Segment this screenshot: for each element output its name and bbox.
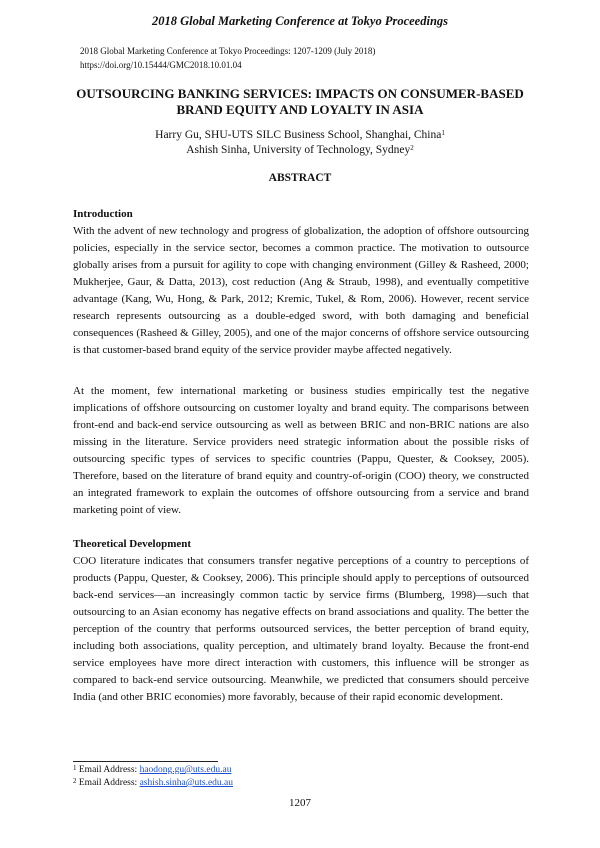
- author-list: [0, 128, 600, 158]
- footnote-label: Email Address:: [78, 765, 140, 775]
- publication-info: [80, 44, 375, 72]
- footnote-mark: 1: [441, 129, 445, 137]
- author-name: Ashish Sinha, University of Technology, Sydney: [186, 144, 411, 156]
- paragraph: At the moment, few international marketing or business studies empirically test the negative implications of offshore outsourcing on customer loyalty and brand equity. The comparisons between front-end and back-end service outsourcing as well as between BRIC and non-BRIC nations are also missing in the literature. Service providers need strategic information about the possible risks of outsourcing specific types of services to specific countries (Pappu, Quester, & Cooksey, 2005). Therefore, based on the literature of brand equity and country-of-origin (COO) theory, we constructed an integrated framework to explain the outcomes of offshore outsourcing from a service and brand marketing point of view.: [73, 385, 529, 516]
- footnote-mark: 2: [73, 777, 77, 785]
- page-number: 1207: [289, 797, 311, 809]
- footnote-label: Email Address:: [78, 778, 140, 788]
- author-name: Harry Gu, SHU-UTS SILC Business School, Shanghai, China: [155, 129, 442, 141]
- author-line: [0, 143, 600, 158]
- introduction-paragraph-2: [73, 383, 529, 519]
- section-heading: Introduction: [73, 208, 133, 220]
- citation-line: 2018 Global Marketing Conference at Tokyo Proceedings: 1207-1209 (July 2018): [80, 46, 376, 56]
- footnote-divider: [73, 761, 218, 762]
- doi-line: https://doi.org/10.15444/GMC2018.10.01.04: [80, 60, 242, 70]
- footnote-mark: 1: [73, 764, 77, 772]
- author-line: [0, 128, 600, 143]
- paper-title: OUTSOURCING BANKING SERVICES: IMPACTS ON CONSUMER-BASED BRAND EQUITY AND LOYALTY IN ASIA: [76, 86, 524, 117]
- email-link[interactable]: ashish.sinha@uts.edu.au: [139, 778, 234, 788]
- paragraph: COO literature indicates that consumers transfer negative perceptions of a country to perceptions of products (Pappu, Quester, & Cooksey, 2006). This principle should apply to perceptions of outsourced back-end services—an increasingly common tactic by service firms (Blumberg, 1998)—such that outsourcing to an Asian economy has negative effects on brand associations and quality. The better the perception of the country that performs outsourced services, the better perception of brand equity, including both associations, quality perception, and ultimately brand loyalty. Because the front-end service employees have more direct interaction with customers, this influence will be stronger as compared to back-end service outsourcing. Meanwhile, we predicted that consumers should perceive India (and other BRIC economies) more favorably, because of their rapid economic development.: [73, 555, 529, 703]
- running-head: 2018 Global Marketing Conference at Tokyo Proceedings: [151, 14, 449, 28]
- footnotes: [73, 764, 233, 790]
- footnote-mark: 2: [410, 144, 414, 152]
- paragraph: With the advent of new technology and progress of globalization, the adoption of offshore outsourcing policies, especially in the service sector, becomes a common practice. The motivation to outsource globally arises from a pursuit for agility to cope with changing environment (Gilley & Rasheed, 2000; Mukherjee, Gaur, & Datta, 2013), cost reduction (Ang & Straub, 1998), and eventually competitive advantage (Kang, Wu, Hong, & Park, 2012; Kremic, Tukel, & Rom, 2006). However, recent service research represents outsourcing as a double-edged sword, with both damaging and beneficial consequences (Rasheed & Gilley, 2005), and one of the major concerns of offshore service outsourcing is that customer-based brand equity of the service provider maybe affected negatively.: [73, 225, 529, 356]
- section-heading: Theoretical Development: [73, 538, 192, 550]
- introduction-section: [73, 206, 529, 359]
- footnote: [73, 764, 233, 777]
- abstract-heading: ABSTRACT: [268, 172, 332, 184]
- email-link[interactable]: haodong.gu@uts.edu.au: [139, 765, 232, 775]
- theoretical-development-section: [73, 536, 529, 706]
- footnote: [73, 777, 233, 790]
